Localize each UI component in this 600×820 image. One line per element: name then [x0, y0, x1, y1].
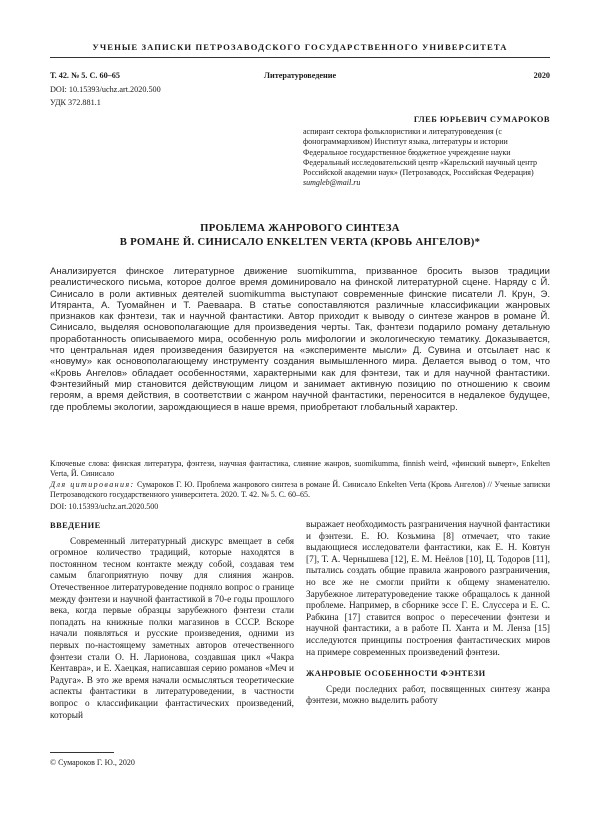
body-column-left [50, 520, 294, 722]
author-name: ГЛЕБ ЮРЬЕВИЧ СУМАРОКОВ [413, 115, 550, 124]
author-position: аспирант сектора фольклористики и литературоведения (с фонограммархивом) Институт языка, литературы и истории [303, 127, 508, 147]
article-title-line-2: В РОМАНЕ Й. СИНИСАЛО ENKELTEN VERTA (КРОВЬ АНГЕЛОВ)* [119, 236, 481, 248]
continuation-paragraph: выражает необходимость разграничения научной фантастики и фэнтези. Е. Ю. Козьмина [8] отмечает, что такие выдающиеся исследователи фантастики, как Е. Н. Ковтун [7], Т. А. Чернышева [12], Е. М. Неёлов [10], Ц. Тодоров [11], пытались создать общие правила жанрового разграничения, но все же не смогли прийти к общему знаменателю. Зарубежное литературоведение также обращалось к данной проблеме. Например, в сборнике эссе Г. Е. Слуссера и Е. С. Рабкина [17] ставится вопрос о пересечении фэнтези и научной фантастики, а в работе П. Ханта и М. Ленза [15] исследуются принципы построения фантастических миров на примере современных произведений фэнтези. [306, 520, 550, 658]
author-affiliation [303, 127, 550, 189]
citation-text: Сумароков Г. Ю. Проблема жанрового синтеза в романе Й. Синисало Enkelten Verta (Кровь Ангелов) // Ученые записки Петрозаводского государственного университета. 2020. Т. 42. № 5. С. 60–65. [50, 480, 550, 500]
issue-year: 2020 [533, 71, 550, 80]
fantasy-paragraph: Среди последних работ, посвященных синтезу жанра фэнтези, можно выделить работу [306, 684, 550, 707]
author-email[interactable]: sumgleb@mail.ru [303, 178, 361, 188]
header-divider [50, 57, 550, 58]
keywords: Ключевые слова: финская литература, фэнтези, научная фантастика, слияние жанров, suomikumma, finnish weird, «финский выверт», Enkelten Verta, Й. Синисало [50, 459, 550, 479]
article-title [50, 221, 550, 249]
citation [50, 480, 550, 500]
body-column-right [306, 520, 550, 708]
article-title-line-1: ПРОБЛЕМА ЖАНРОВОГО СИНТЕЗА [200, 222, 400, 234]
journal-header: УЧЕНЫЕ ЗАПИСКИ ПЕТРОЗАВОДСКОГО ГОСУДАРСТВЕННОГО УНИВЕРСИТЕТА [92, 42, 508, 52]
introduction-paragraph: Современный литературный дискурс вмещает в себя огромное количество традиций, которые находятся в постоянном тесном контакте между собой, создавая тем самым благоприятную почву для слияния жанров. Отечественное литературоведение подняло вопрос о границе между фэнтези и научной фантастикой в 70-е годы прошлого века, когда первые образцы зарубежного фэнтези стали попадать на книжные полки магазинов в СССР. Вскоре начали появляться и русские произведения, одними из первых по-настоящему заметных авторов отечественного фэнтези стали О. Н. Ларионова, создавшая цикл «Чакра Кентавра», и Е. Хаецкая, написавшая серию романов «Меч и Радуга». В это же время начали осмысляться теоретические аспекты фантастики в литературоведении, в частности вопрос о классификации фантастических произведений, который [50, 536, 294, 721]
section-name: Литературоведение [263, 71, 337, 80]
abstract: Анализируется финское литературное движение suomikumma, призванное бросить вызов традиции реалистического письма, которое долгое время доминировало на финской литературной сцене. Наряду с Й. Синисало в роли активных деятелей suomikumma выступают современные финские писатели Л. Крун, Э. Итяранта, А. Туомайнен и Т. Раеваара. В статье сопоставляются различные классификации жанровых признаков как фэнтези, так и научной фантастики. Автор приходит к выводу о синтезе жанров в романе Й. Синисало, выделяя основополагающие для произведения черты. Так, фэнтези подарило роману детальную проработанность описываемого мира, особенную роль мифологии и экологическую тематику. Доказывается, что центральная идея произведения базируется на «эксперименте мысли» Д. Сувина и отсылает нас к «новуму» как основополагающему инструменту создания вымышленного мира. Делается вывод о том, что «Кровь Ангелов» обладает особенностями, характерными как для фэнтези, так и для научной фантастики. Фэнтезийный мир становится действующим лицом и занимает активную позицию по отношению к своим героям, а время действия, в соответствии с жанром научной фантастики, переносится в недалекое будущее, где проблемы экологии, зарождающиеся в наше время, приобретают глобальный характер. [50, 266, 550, 413]
section-heading-fantasy: ЖАНРОВЫЕ ОСОБЕННОСТИ ФЭНТЕЗИ [306, 669, 486, 679]
footnote-divider [50, 752, 114, 753]
copyright-notice: © Сумароков Г. Ю., 2020 [50, 758, 135, 767]
volume-info: Т. 42. № 5. С. 60–65 [50, 71, 120, 80]
citation-label: Для цитирования: [50, 480, 135, 489]
doi: DOI: 10.15393/uchz.art.2020.500 [50, 85, 161, 94]
section-heading-introduction: ВВЕДЕНИЕ [50, 521, 101, 530]
udk-code: УДК 372.881.1 [50, 98, 101, 107]
citation-doi: DOI: 10.15393/uchz.art.2020.500 [50, 502, 159, 511]
author-organization: Федеральное государственное бюджетное учреждение науки Федеральный исследовательский центр «Карельский научный центр Российской академии наук» (Петрозаводск, Российская Федерация) [303, 147, 537, 178]
